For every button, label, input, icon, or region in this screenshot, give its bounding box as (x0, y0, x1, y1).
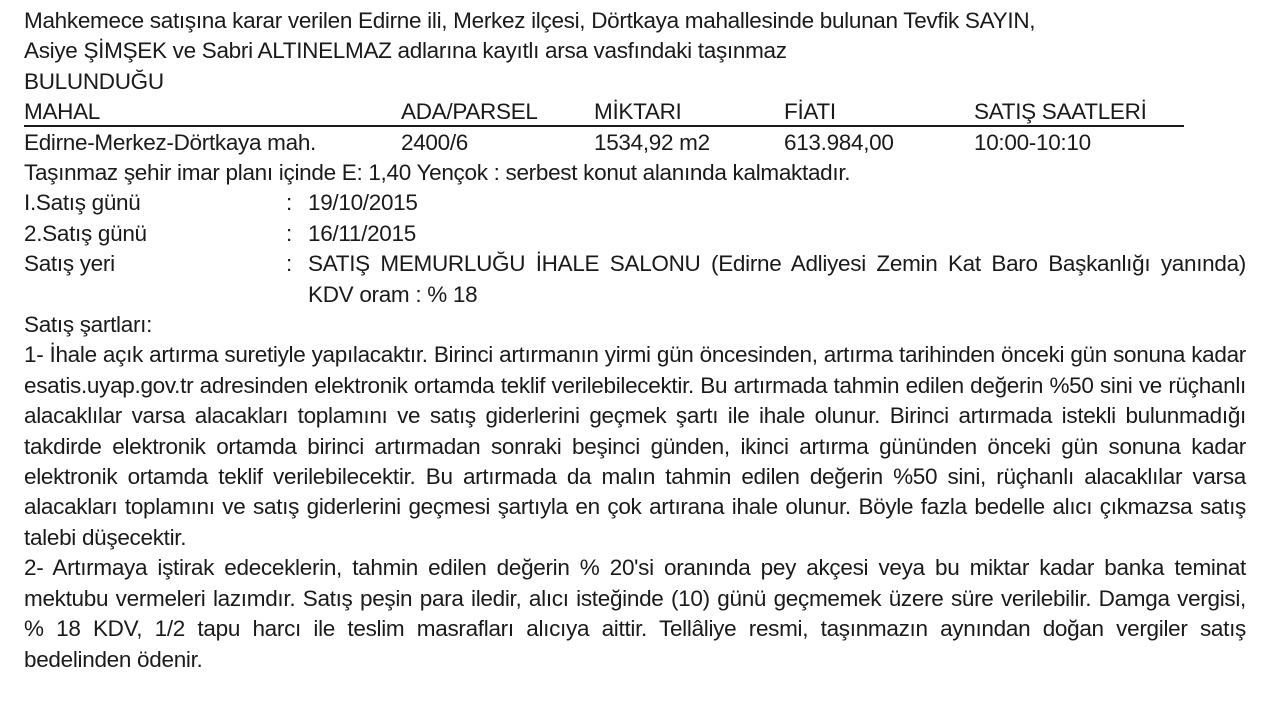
cell-miktari: 1534,92 m2 (594, 129, 710, 155)
document-page (24, 6, 1246, 675)
conditions-heading: Satış şartları: (24, 312, 153, 338)
property-table (24, 97, 1246, 158)
header-ada-parsel: ADA/PARSEL (401, 99, 538, 125)
header-satis-saatleri: SATIŞ SAATLERİ (974, 99, 1147, 125)
sale-info-location (24, 249, 1246, 310)
location-heading: BULUNDUĞU (24, 68, 164, 94)
sale-location-label: Satış yeri (24, 251, 115, 277)
sale-info-second-date (24, 219, 1246, 249)
header-mahal: MAHAL (24, 99, 101, 125)
sale-info-first-date (24, 188, 1246, 218)
first-sale-date-value: 19/10/2015 (308, 190, 418, 216)
second-sale-date-label: 2.Satış günü (24, 220, 147, 246)
condition-paragraph-2: 2- Artırmaya iştirak edeceklerin, tahmin edilen değerin % 20'si oranında pey akçesi veya bu miktar kadar banka teminat mektubu vermeleri lazımdır. Satış peşin para iledir, alıcı isteğinde (10) günü geçmemek üzere süre verilebilir. Damga vergisi, % 18 KDV, 1/2 tapu harcı ile teslim masrafları alıcıya aittir. Tellâliye resmi, taşınmazın aynından doğan vergiler satış bedelinden ödenir. (24, 555, 1246, 672)
table-row (24, 128, 1184, 158)
header-fiati: FİATI (784, 99, 836, 125)
header-miktari: MİKTARI (594, 99, 682, 125)
separator: : (286, 220, 292, 246)
cell-ada-parsel: 2400/6 (401, 129, 469, 155)
zoning-note: Taşınmaz şehir imar planı içinde E: 1,40 Yençok : serbest konut alanında kalmaktadır. (24, 160, 851, 186)
cell-fiati: 613.984,00 (784, 129, 894, 155)
cell-mahal: Edirne-Merkez-Dörtkaya mah. (24, 129, 316, 155)
intro-line-2: Asiye ŞİMŞEK ve Sabri ALTINELMAZ adlarına kayıtlı arsa vasfındaki taşınmaz (24, 38, 787, 64)
intro-line-1: Mahkemece satışına karar verilen Edirne ili, Merkez ilçesi, Dörtkaya mahallesinde bulunan Tevfik SAYIN, (24, 8, 1036, 33)
second-sale-date-value: 16/11/2015 (308, 220, 416, 246)
condition-paragraph-1: 1- İhale açık artırma suretiyle yapılacaktır. Birinci artırmanın yirmi gün öncesinden, artırma tarihinden önceki gün sonuna kadar esatis.uyap.gov.tr adresinden elektronik ortamda teklif verilebilecektir. Bu artırmada tahmin edilen değerin %50 sini ve rüçhanlı alacaklılar varsa alacakları toplamını ve satış giderlerini geçmek şartı ile ihale olunur. Birinci artırmada istekli bulunmadığı takdirde elektronik ortamda birinci artırmadan sonraki beşinci günden, ikinci artırma gününden önceki gün sonuna kadar elektronik ortamda teklif verilebilecektir. Bu artırmada da malın tahmin edilen değerin %50 sini, rüçhanlı alacaklılar varsa alacakları toplamını ve satış giderlerini geçmesi şartıyla en çok artırana ihale olunur. Böyle fazla bedelle alıcı çıkmazsa satış talebi düşecektir. (24, 342, 1246, 550)
cell-satis-saatleri: 10:00-10:10 (974, 129, 1091, 155)
table-header-row (24, 97, 1184, 127)
sale-location-value: SATIŞ MEMURLUĞU İHALE SALONU (Edirne Adliyesi Zemin Kat Baro Başkanlığı yanında) KDV oram : % 18 (308, 251, 1246, 307)
first-sale-date-label: I.Satış günü (24, 190, 141, 216)
separator: : (286, 190, 292, 216)
separator: : (286, 251, 292, 277)
